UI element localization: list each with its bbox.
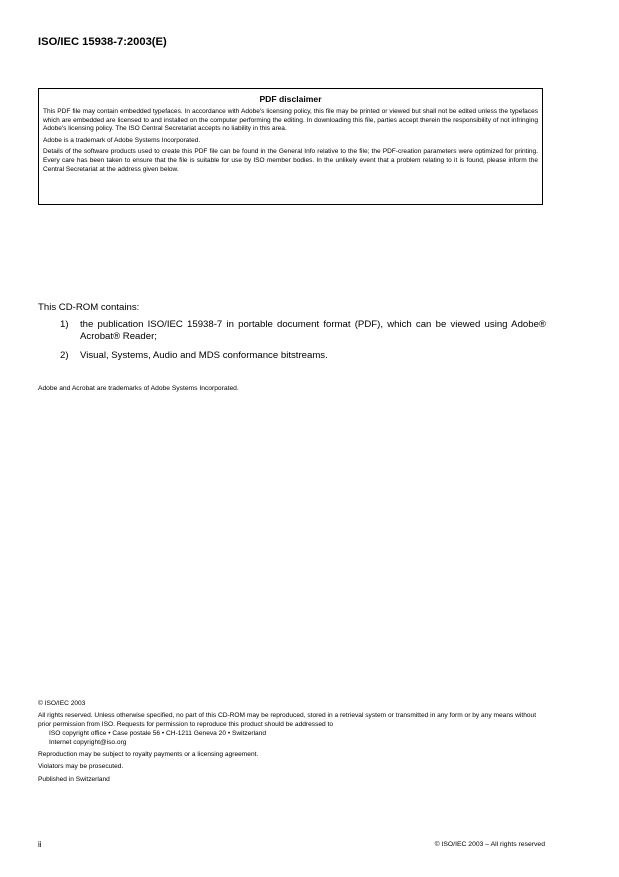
list-item (60, 350, 546, 362)
copyright-published: Published in Switzerland (38, 775, 110, 783)
document-id: ISO/IEC 15938-7:2003(E) (38, 36, 167, 48)
copyright-rights: All rights reserved. Unless otherwise specified, no part of this CD-ROM may be reproduced, stored in a retrieval system or transmitted in any form or by any means without prior permission from ISO. Requests for permission to reproduce this product should be addressed to (38, 712, 537, 728)
copyright-block (38, 700, 548, 788)
pdf-disclaimer-box (38, 88, 543, 205)
copyright-year: © ISO/IEC 2003 (38, 700, 86, 707)
disclaimer-paragraph-trademark: Adobe is a trademark of Adobe Systems Incorporated. (43, 136, 201, 144)
list-item-text: the publication ISO/IEC 15938-7 in portable document format (PDF), which can be viewed using Adobe® Acrobat® Reader; (80, 319, 546, 342)
cdrom-contents-list (60, 319, 546, 369)
trademark-note: Adobe and Acrobat are trademarks of Adobe Systems Incorporated. (38, 385, 239, 392)
copyright-address: ISO copyright office • Case postale 56 • CH-1211 Geneva 20 • Switzerland (49, 730, 267, 738)
list-item (60, 319, 546, 343)
disclaimer-paragraph-details: Details of the software products used to create this PDF file can be found in the General Info relative to the file; the PDF-creation parameters were optimized for printing. Every care has been taken to ensure that the file is suitable for use by ISO member bodies. In the unlikely event that a problem relating to it is found, please inform the Central Secretariat at the address given below. (43, 148, 538, 173)
disclaimer-title: PDF disclaimer (259, 94, 322, 104)
page-number: ii (38, 840, 42, 849)
list-item-text: Visual, Systems, Audio and MDS conformance bitstreams. (80, 350, 328, 361)
disclaimer-paragraph-typefaces: This PDF file may contain embedded typefaces. In accordance with Adobe's licensing policy, this file may be printed or viewed but shall not be edited unless the typefaces which are embedded are licensed to and installed on the computer performing the editing. In downloading this file, parties accept therein the responsibility of not infringing Adobe's licensing policy. The ISO Central Secretariat accepts no liability in this area. (43, 108, 538, 133)
copyright-violators: Violators may be prosecuted. (38, 763, 124, 771)
list-item-number: 2) (60, 350, 69, 361)
copyright-internet: Internet copyright@iso.org (49, 738, 127, 746)
cdrom-contents-intro: This CD-ROM contains: (38, 302, 140, 313)
footer-copyright: © ISO/IEC 2003 – All rights reserved (434, 841, 545, 848)
copyright-royalty: Reproduction may be subject to royalty payments or a licensing agreement. (38, 751, 259, 759)
list-item-number: 1) (60, 319, 69, 330)
